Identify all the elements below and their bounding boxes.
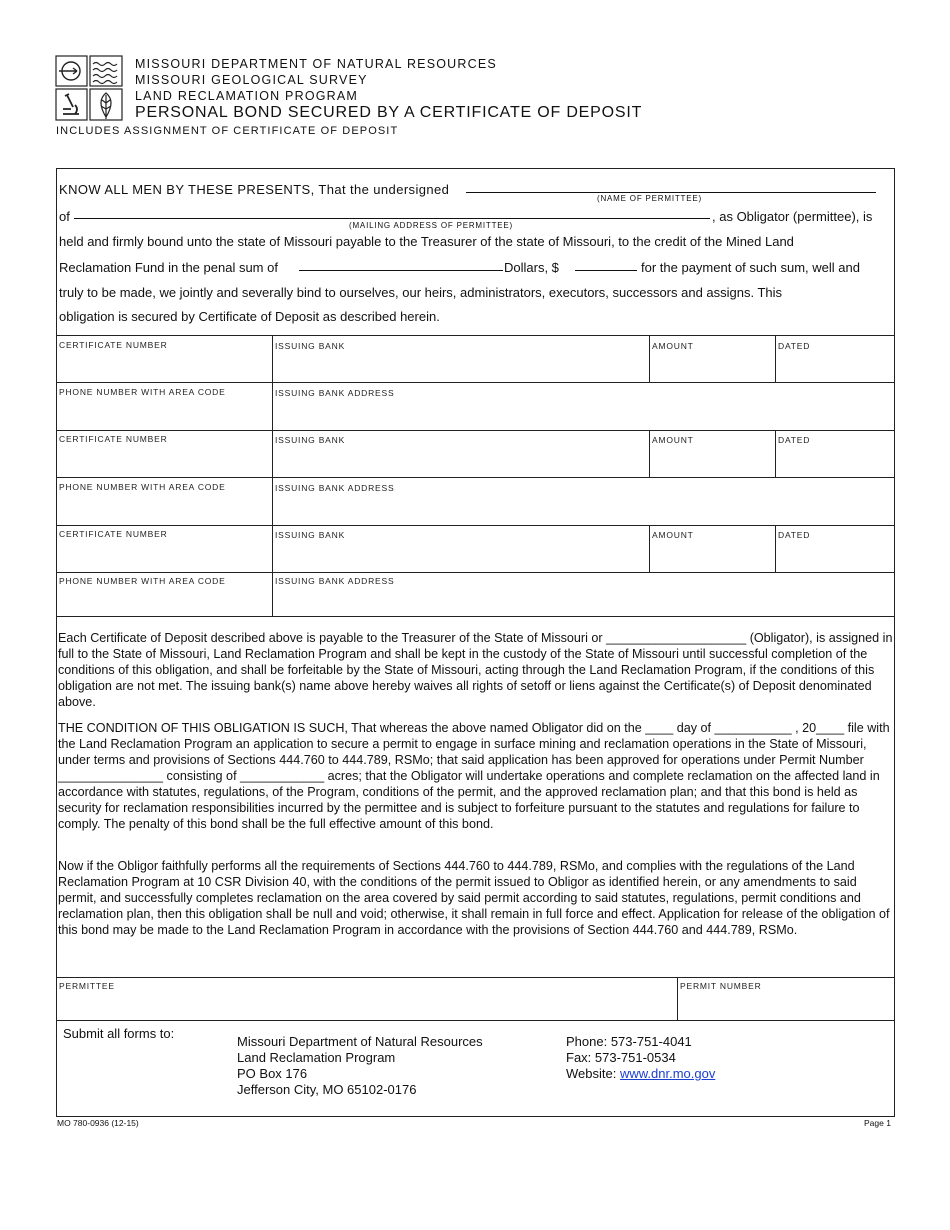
dated-2[interactable]: DATED xyxy=(778,435,811,445)
address-line-4: Jefferson City, MO 65102-0176 xyxy=(237,1082,417,1097)
intro-line-4a: Reclamation Fund in the penal sum of xyxy=(59,260,278,275)
divider xyxy=(56,977,895,978)
divider xyxy=(56,616,895,617)
permittee-name-field[interactable] xyxy=(466,192,876,193)
intro-line-3: held and firmly bound unto the state of Missouri payable to the Treasurer of the state of Missouri, to the credit of the Mined Land xyxy=(59,234,794,249)
issuing-bank-2[interactable]: ISSUING BANK xyxy=(275,435,346,445)
penal-sum-amount-field[interactable] xyxy=(575,270,637,271)
divider xyxy=(56,382,895,383)
intro-line-1: KNOW ALL MEN BY THESE PRESENTS, That the undersigned xyxy=(59,182,450,197)
amount-2[interactable]: AMOUNT xyxy=(652,435,694,445)
address-line-3: PO Box 176 xyxy=(237,1066,308,1081)
amount-1[interactable]: AMOUNT xyxy=(652,341,694,351)
address-line-1: Missouri Department of Natural Resources xyxy=(237,1034,483,1049)
divider xyxy=(56,1020,895,1021)
divider xyxy=(649,335,650,382)
release-paragraph: Now if the Obligor faithfully performs all the requirements of Sections 444.760 to 444.789, RSMo, and complies with the regulations of the Land Reclamation Program at 10 CSR Division 40, with the conditions of the permit issued to Obligor as identified herein, or any amendments to said permit, and successfully completes reclamation on the area covered by said permit according to said statutes, regulations, permit conditions and reclamation plan, then this obligation shall be null and void; otherwise, it shall remain in full force and effect. Application for release of the obligation of this bond may be made to the Land Reclamation Program in accordance with the provisions of Section 444.760 and 444.789, RSMo. xyxy=(58,859,890,937)
divider xyxy=(56,477,895,478)
intro-line-4c: for the payment of such sum, well and xyxy=(641,260,860,275)
agency-line-3: LAND RECLAMATION PROGRAM xyxy=(135,89,359,103)
form-subtitle: INCLUDES ASSIGNMENT OF CERTIFICATE OF DEPOSIT xyxy=(56,125,399,137)
form-number: MO 780-0936 (12-15) xyxy=(57,1118,139,1128)
page-number: Page 1 xyxy=(864,1118,891,1128)
divider xyxy=(56,572,895,573)
phone-text: Phone: 573-751-4041 xyxy=(566,1034,692,1049)
phone-number-3[interactable]: PHONE NUMBER WITH AREA CODE xyxy=(59,576,226,586)
dated-1[interactable]: DATED xyxy=(778,341,811,351)
agency-line-2: MISSOURI GEOLOGICAL SURVEY xyxy=(135,73,368,87)
agency-logo xyxy=(55,55,123,121)
intro-line-5: truly to be made, we jointly and severally bind to ourselves, our heirs, administrators, executors, successors and assigns. This xyxy=(59,285,783,300)
submit-contact xyxy=(566,1034,715,1082)
divider xyxy=(56,430,895,431)
intro-line-4b: Dollars, $ xyxy=(504,260,559,275)
phone-number-1[interactable]: PHONE NUMBER WITH AREA CODE xyxy=(59,387,226,397)
intro-of: of xyxy=(59,209,70,224)
mailing-address-field[interactable] xyxy=(74,218,710,219)
intro-obligator: , as Obligator (permittee), is xyxy=(712,209,873,224)
divider xyxy=(775,525,776,572)
certificate-number-1[interactable]: CERTIFICATE NUMBER xyxy=(59,340,168,350)
divider xyxy=(775,335,776,382)
agency-block xyxy=(135,56,497,104)
certificate-number-2[interactable]: CERTIFICATE NUMBER xyxy=(59,434,168,444)
bank-address-2[interactable]: ISSUING BANK ADDRESS xyxy=(275,483,395,493)
condition-paragraph: THE CONDITION OF THIS OBLIGATION IS SUCH, That whereas the above named Obligator did on the ____ day of ___________ , 20____ file with the Land Reclamation Program an application to secure a permit to engage in surface mining and reclamation operations in the State of Missouri, under terms and provisions of Sections 444.760 to 444.789, RSMo; that said application has been approved for operations under Permit Number _______________ consisting of ____________ acres; that the Obligator will undertake operations and complete reclamation on the affected land in accordance with statutes, regulations, of the Program, conditions of the permit, and the approved reclamation plan; and that this bond is held as security for reclamation responsibilities incurred by the permittee and is subject to forfeiture pursuant to the statutes and regulations for failure to comply. The penalty of this bond shall be the full effective amount of this bond. xyxy=(58,721,890,831)
phone-number-2[interactable]: PHONE NUMBER WITH AREA CODE xyxy=(59,482,226,492)
divider xyxy=(649,430,650,477)
submit-label: Submit all forms to: xyxy=(63,1026,175,1041)
divider xyxy=(56,335,895,336)
divider xyxy=(775,430,776,477)
certificate-number-3[interactable]: CERTIFICATE NUMBER xyxy=(59,529,168,539)
submit-address xyxy=(237,1034,483,1098)
amount-3[interactable]: AMOUNT xyxy=(652,530,694,540)
name-caption: (NAME OF PERMITTEE) xyxy=(597,194,702,203)
divider xyxy=(677,977,678,1020)
permit-number-field[interactable]: PERMIT NUMBER xyxy=(680,981,762,991)
address-line-2: Land Reclamation Program xyxy=(237,1050,396,1065)
form-title: PERSONAL BOND SECURED BY A CERTIFICATE OF DEPOSIT xyxy=(135,104,643,121)
agency-line-1: MISSOURI DEPARTMENT OF NATURAL RESOURCES xyxy=(135,57,497,71)
website-link[interactable]: www.dnr.mo.gov xyxy=(619,1066,716,1081)
bank-address-3[interactable]: ISSUING BANK ADDRESS xyxy=(275,576,395,586)
bank-address-1[interactable]: ISSUING BANK ADDRESS xyxy=(275,388,395,398)
assignment-paragraph: Each Certificate of Deposit described above is payable to the Treasurer of the State of Missouri or ____________________ (Obligator), is assigned in full to the State of Missouri, Land Reclamation Program and shall be kept in the custody of the State of Missouri until successful completion of the conditions of this obligation, and shall be forfeitable by the State of Missouri, acting through the Land Reclamation Program, if the conditions of this obligation are not met. The issuing bank(s) name above hereby waives all rights of setoff or liens against the Certificate(s) of Deposit denominated above. xyxy=(58,631,893,709)
website-label: Website: xyxy=(566,1066,617,1081)
divider xyxy=(272,335,273,616)
divider xyxy=(649,525,650,572)
address-caption: (MAILING ADDRESS OF PERMITTEE) xyxy=(349,221,514,230)
divider xyxy=(56,525,895,526)
permittee-field[interactable]: PERMITTEE xyxy=(59,981,115,991)
issuing-bank-1[interactable]: ISSUING BANK xyxy=(275,341,346,351)
fax-text: Fax: 573-751-0534 xyxy=(566,1050,676,1065)
penal-sum-words-field[interactable] xyxy=(299,270,503,271)
dated-3[interactable]: DATED xyxy=(778,530,811,540)
issuing-bank-3[interactable]: ISSUING BANK xyxy=(275,530,346,540)
intro-line-6: obligation is secured by Certificate of Deposit as described herein. xyxy=(59,309,440,324)
